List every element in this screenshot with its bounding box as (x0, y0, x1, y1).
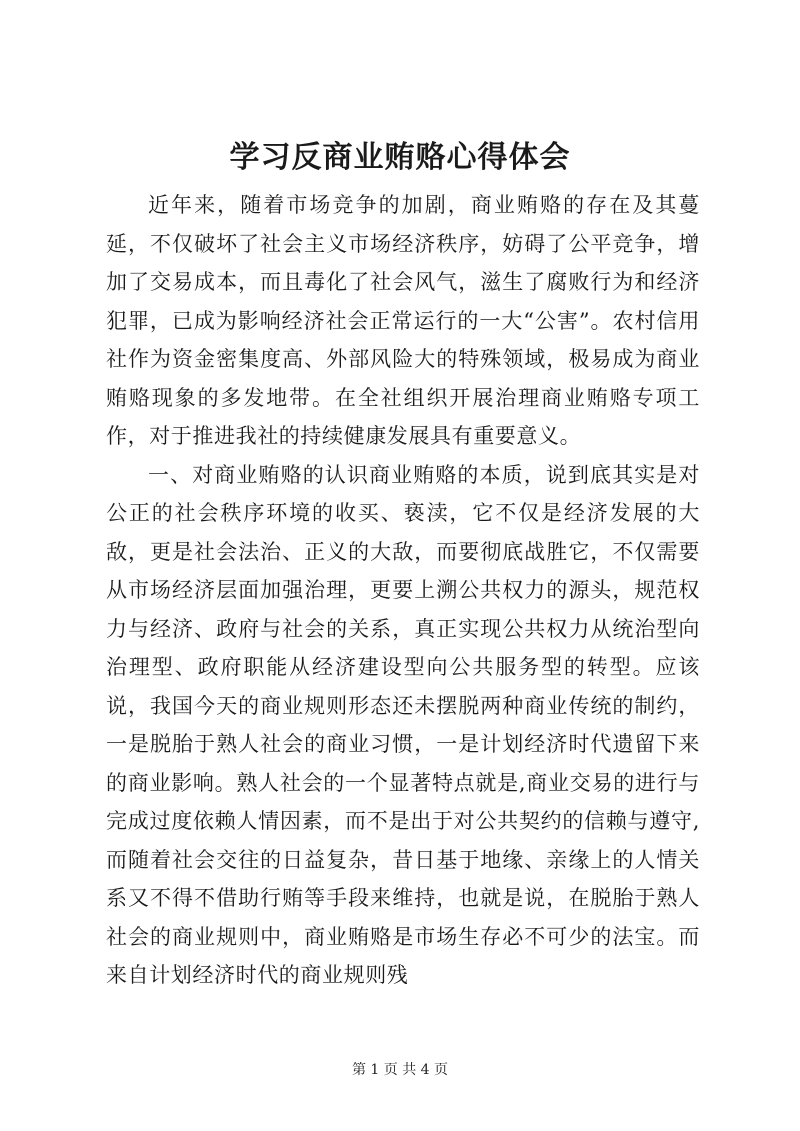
document-title: 学习反商业贿赂心得体会 (229, 140, 571, 175)
paragraph-section-one: 一、对商业贿赂的认识商业贿赂的本质，说到底其实是对公正的社会秩序环境的收买、亵渎，它不仅是经济发展的大敌，更是社会法治、正义的大敌，而要彻底战胜它，不仅需要从市场经济层面加强治理，更要上溯公共权力的源头，规范权力与经济、政府与社会的关系，真正实现公共权力从统治型向治理型、政府职能从经济建设型向公共服务型的转型。应该说，我国今天的商业规则形态还未摆脱两种商业传统的制约，一是脱胎于熟人社会的商业习惯，一是计划经济时代遗留下来的商业影响。熟人社会的一个显著特点就是,商业交易的进行与完成过度依赖人情因素，而不是出于对公共契约的信赖与遵守,而随着社会交往的日益复杂，昔日基于地缘、亲缘上的人情关系又不得不借助行贿等手段来维持，也就是说，在脱胎于熟人社会的商业规则中，商业贿赂是市场生存必不可少的法宝。而来自计划经济时代的商业规则残 (106, 462, 700, 987)
document-body (106, 186, 700, 995)
paragraph-intro: 近年来，随着市场竞争的加剧，商业贿赂的存在及其蔓延，不仅破坏了社会主义市场经济秩序，妨碍了公平竞争，增加了交易成本，而且毒化了社会风气，滋生了腐败行为和经济犯罪，已成为影响经济社会正常运行的一大“公害”。农村信用社作为资金密集度高、外部风险大的特殊领域，极易成为商业贿赂现象的多发地带。在全社组织开展治理商业贿赂专项工作，对于推进我社的持续健康发展具有重要意义。 (106, 193, 700, 448)
page-number-footer: 第 1 页 共 4 页 (351, 1062, 449, 1078)
